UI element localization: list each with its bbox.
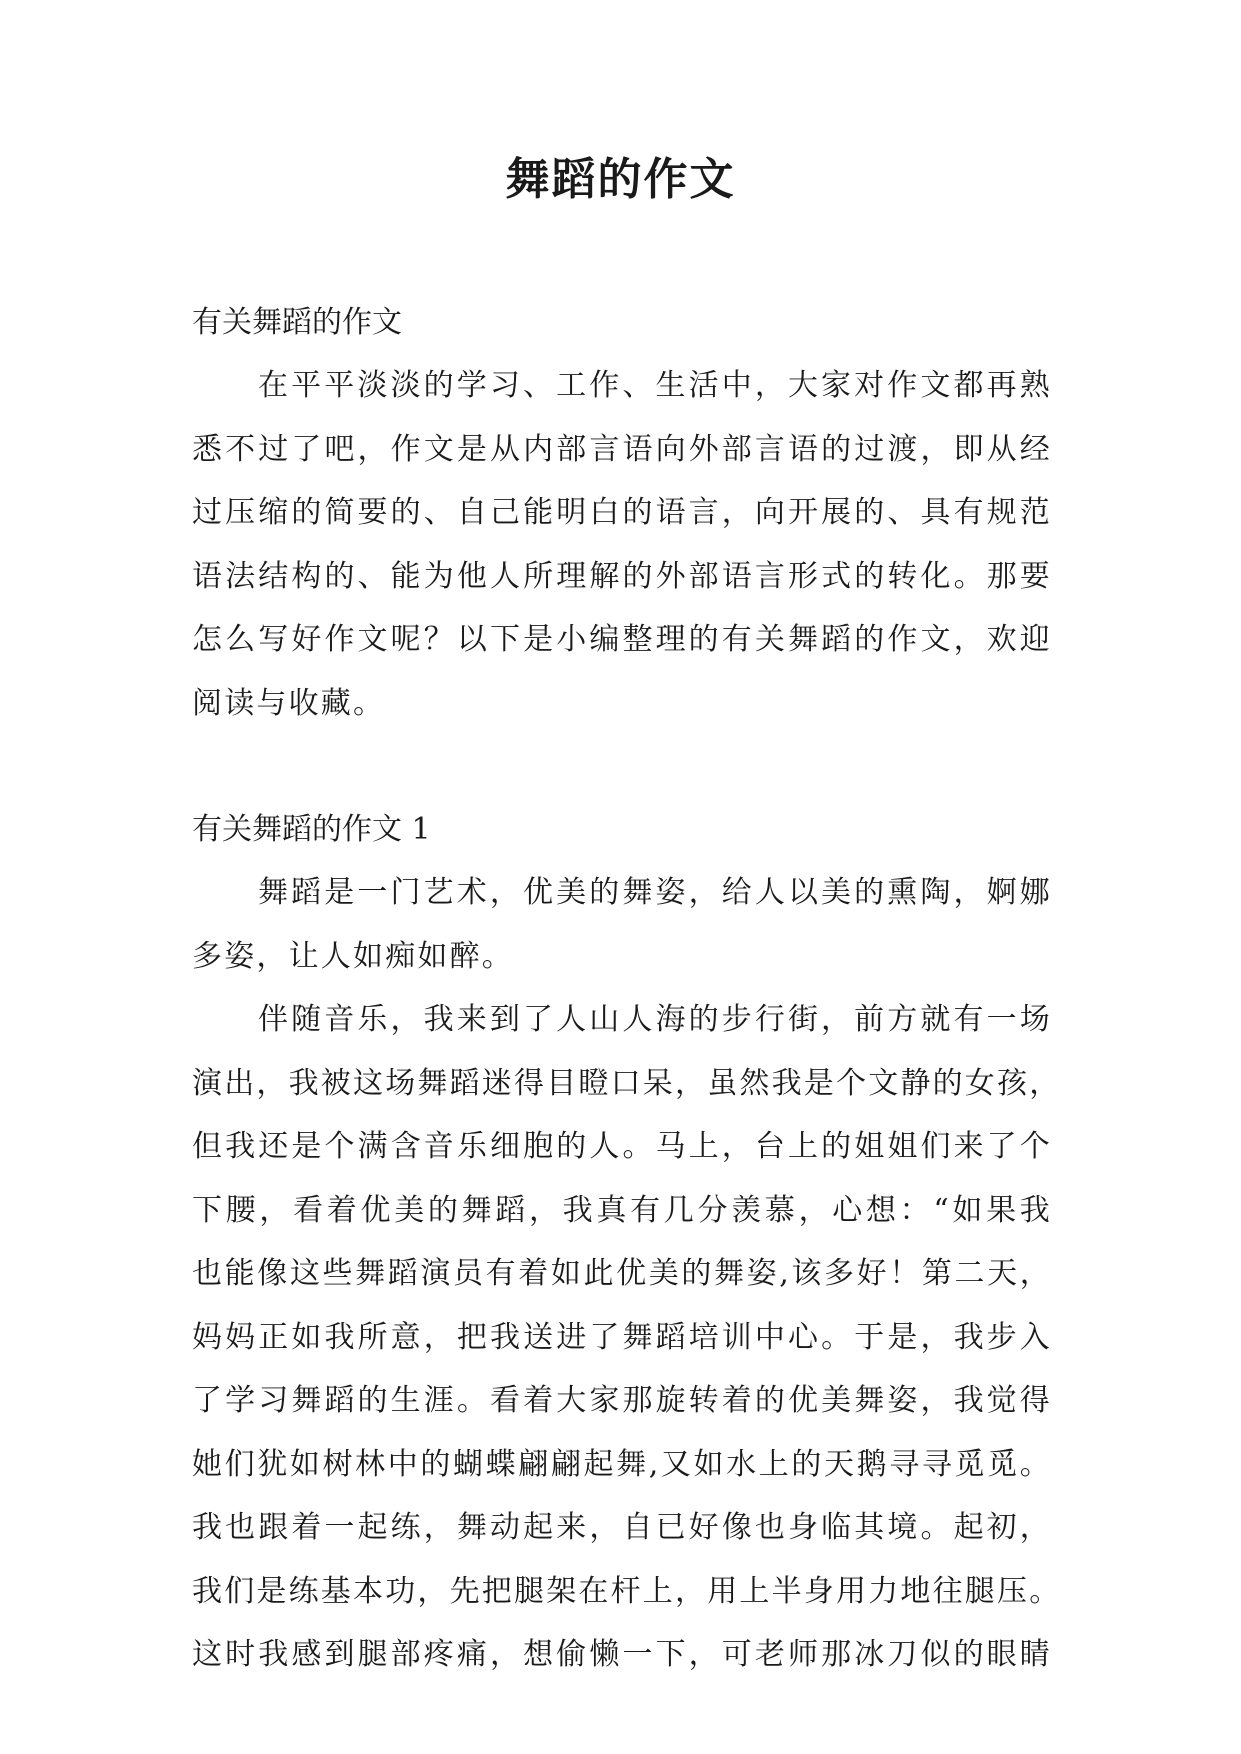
- paragraph-line: 怎么写好作文呢？以下是小编整理的有关舞蹈的作文，欢迎: [192, 622, 1052, 657]
- paragraph-line: 妈妈正如我所意，把我送进了舞蹈培训中心。于是，我步入: [192, 1319, 1052, 1355]
- paragraph-line: 伴随音乐，我来到了人山人海的步行街，前方就有一场: [258, 1002, 1052, 1037]
- paragraph-line: 在平平淡淡的学习、工作、生活中，大家对作文都再熟: [258, 368, 1052, 403]
- section-heading: 有关舞蹈的作文 1: [192, 812, 431, 847]
- paragraph-line: 了学习舞蹈的生涯。看着大家那旋转着的优美舞姿，我觉得: [192, 1383, 1052, 1418]
- paragraph-line: 过压缩的简要的、自己能明白的语言，向开展的、具有规范: [192, 495, 1052, 530]
- paragraph-line: 我们是练基本功，先把腿架在杆上，用上半身用力地往腿压。: [192, 1573, 1062, 1609]
- document-body: [192, 291, 1062, 1687]
- section-spacer: [192, 735, 1052, 798]
- paragraph-line: 我也跟着一起练，舞动起来，自已好像也身临其境。起初，: [192, 1510, 1052, 1545]
- paragraph-line: 语法结构的、能为他人所理解的外部语言形式的转化。那要: [192, 558, 1052, 594]
- intro-heading: 有关舞蹈的作文: [192, 305, 402, 340]
- section-paragraph: [192, 861, 1052, 988]
- paragraph-line: 舞蹈是一门艺术，优美的舞姿，给人以美的熏陶，婀娜: [258, 875, 1052, 910]
- paragraph-line: 这时我感到腿部疼痛，想偷懒一下，可老师那冰刀似的眼睛: [192, 1637, 1052, 1672]
- paragraph-line: 下腰，看着优美的舞蹈，我真有几分羡慕，心想：“如果我: [192, 1192, 1052, 1228]
- document-title: 舞蹈的作文: [505, 154, 736, 205]
- paragraph-line: 悉不过了吧，作文是从内部言语向外部言语的过渡，即从经: [192, 431, 1052, 467]
- paragraph-line: 也能像这些舞蹈演员有着如此优美的舞姿,该多好！第二天，: [192, 1256, 1052, 1291]
- section-paragraph: [192, 988, 1062, 1687]
- paragraph-line: 但我还是个满含音乐细胞的人。马上，台上的姐姐们来了个: [192, 1129, 1052, 1164]
- paragraph-line: 阅读与收藏。: [192, 685, 386, 721]
- paragraph-line: 她们犹如树林中的蝴蝶翩翩起舞,又如水上的天鹅寻寻觅觅。: [192, 1446, 1052, 1482]
- intro-paragraph: [192, 354, 1052, 735]
- paragraph-line: 演出，我被这场舞蹈迷得目瞪口呆，虽然我是个文静的女孩，: [192, 1065, 1062, 1101]
- paragraph-line: 多姿，让人如痴如醉。: [192, 938, 514, 974]
